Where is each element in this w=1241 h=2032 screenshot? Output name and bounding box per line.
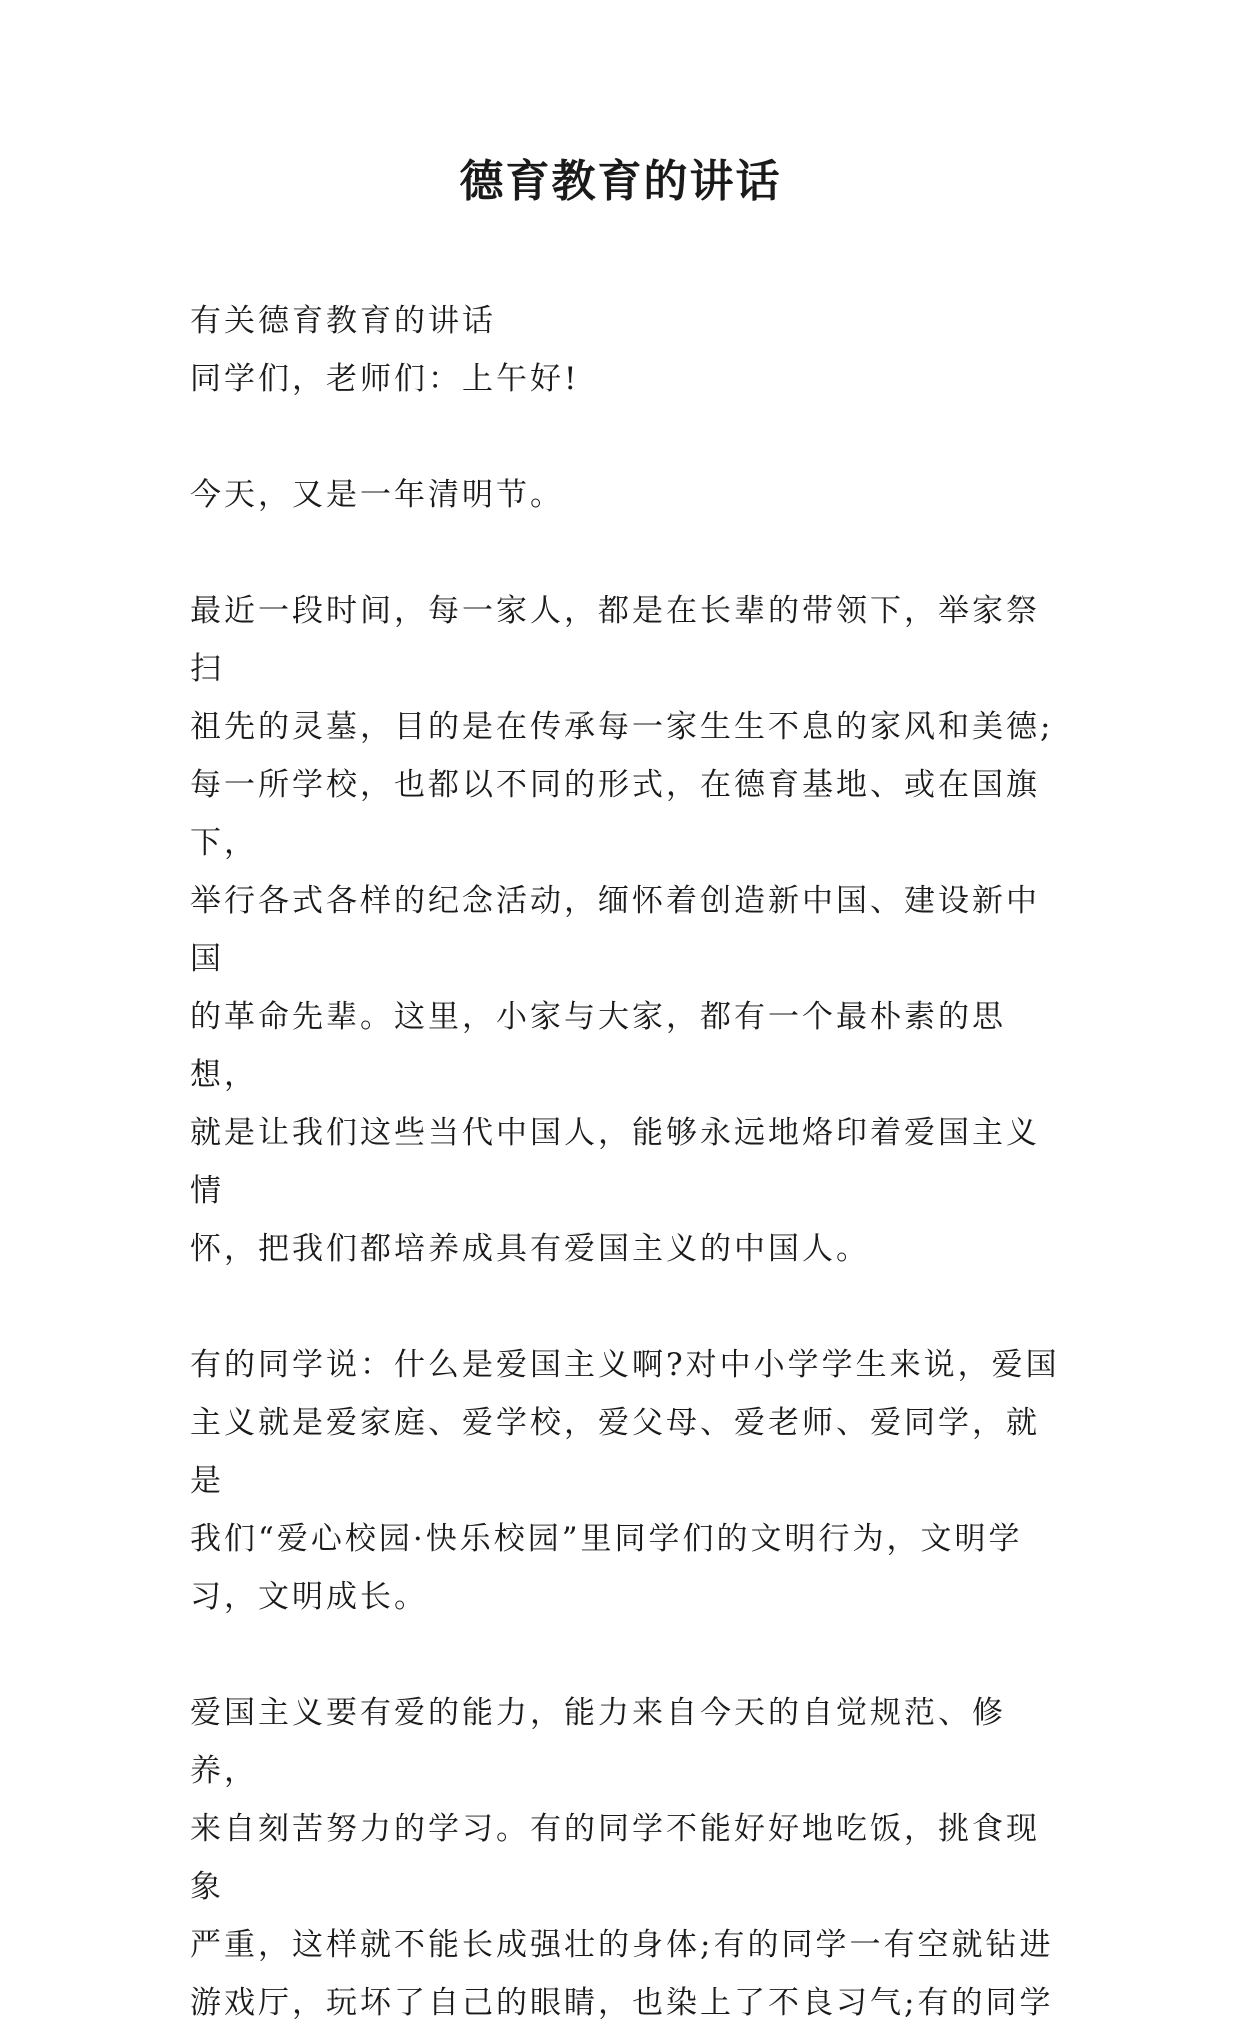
paragraph-line: 爱国主义要有爱的能力，能力来自今天的自觉规范、修养， [190,1695,1006,1789]
paragraph-gap [190,1626,1070,1684]
paragraph-3 [190,1336,1070,1626]
paragraph-line: 我们“爱心校园·快乐校园”里同学们的文明行为，文明学 [190,1521,1023,1557]
subtitle-line: 有关德育教育的讲话 [190,303,496,339]
paragraph-line: 举行各式各样的纪念活动，缅怀着创造新中国、建设新中国 [190,883,1040,977]
paragraph-line: 怀，把我们都培养成具有爱国主义的中国人。 [190,1231,870,1267]
paragraph-2 [190,582,1070,1278]
document-body [190,292,1070,2032]
paragraph-1: 今天，又是一年清明节。 [190,477,564,513]
paragraph-gap [190,524,1070,582]
paragraph-line: 最近一段时间，每一家人，都是在长辈的带领下，举家祭扫 [190,593,1040,687]
paragraph-line: 游戏厅，玩坏了自己的眼睛，也染上了不良习气;有的同学 [190,1985,1054,2021]
paragraph-4 [190,1684,1070,2032]
document-title: 德育教育的讲话 [459,156,782,207]
paragraph-line: 严重，这样就不能长成强壮的身体;有的同学一有空就钻进 [190,1927,1054,1963]
paragraph-line: 有的同学说：什么是爱国主义啊?对中小学学生来说，爱国 [190,1347,1060,1383]
greeting-line: 同学们，老师们：上午好! [190,361,580,397]
paragraph-line: 就是让我们这些当代中国人，能够永远地烙印着爱国主义情 [190,1115,1040,1209]
paragraph-line: 主义就是爱家庭、爱学校，爱父母、爱老师、爱同学，就是 [190,1405,1040,1499]
paragraph-line: 来自刻苦努力的学习。有的同学不能好好地吃饭，挑食现象 [190,1811,1040,1905]
paragraph-line: 每一所学校，也都以不同的形式，在德育基地、或在国旗下， [190,767,1040,861]
paragraph-line: 祖先的灵墓，目的是在传承每一家生生不息的家风和美德; [190,709,1054,745]
paragraph-gap [190,1278,1070,1336]
paragraph-gap [190,408,1070,466]
paragraph-line: 的革命先辈。这里，小家与大家，都有一个最朴素的思想， [190,999,1006,1093]
paragraph-line: 习，文明成长。 [190,1579,428,1615]
